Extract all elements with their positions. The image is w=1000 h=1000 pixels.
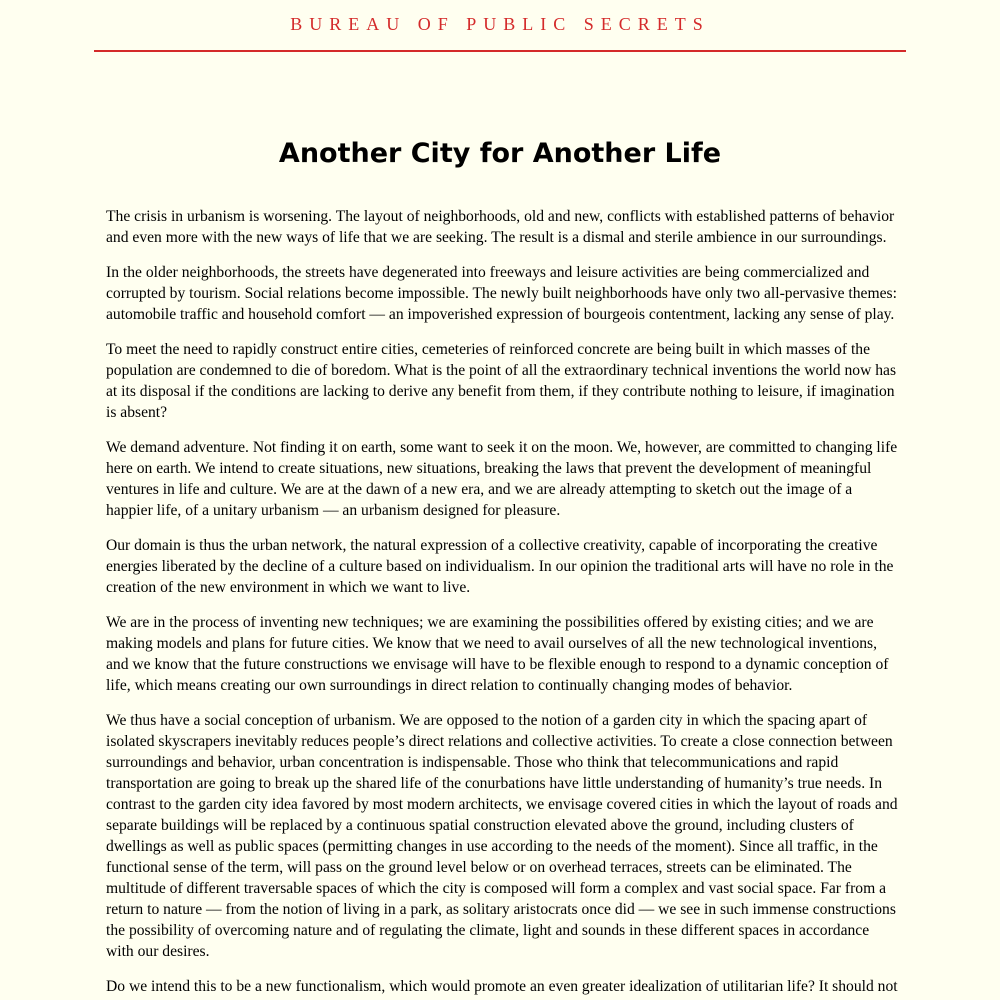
page-title: Another City for Another Life	[278, 138, 722, 169]
article-paragraph: The crisis in urbanism is worsening. The layout of neighborhoods, old and new, conflicts with established patterns of behavior and even more with the new ways of life that we are seeking. The result is a dismal and sterile ambience in our surroundings.	[106, 208, 895, 246]
article-paragraph: Do we intend this to be a new functionalism, which would promote an even greater idealization of utilitarian life? It should not	[106, 978, 898, 995]
site-header	[94, 0, 906, 52]
article-paragraph: We are in the process of inventing new techniques; we are examining the possibilities offered by existing cities; and we are making models and plans for future cities. We know that we need to avail ourselves of all the new technological inventions, and we know that the future constructions we envisage will have to be flexible enough to respond to a dynamic conception of life, which means creating our own surroundings in direct relation to continually changing modes of behavior.	[106, 614, 889, 694]
article-paragraph: We thus have a social conception of urbanism. We are opposed to the notion of a garden city in which the spacing apart of isolated skyscrapers inevitably reduces people’s direct relations and collective activities. To create a close connection between surroundings and behavior, urban concentration is indispensable. Those who think that telecommunications and rapid transportation are going to break up the shared life of the conurbations have little understanding of humanity’s true needs. In contrast to the garden city idea favored by most modern architects, we envisage covered cities in which the layout of roads and separate buildings will be replaced by a continuous spatial construction elevated above the ground, including clusters of dwellings as well as public spaces (permitting changes in use according to the needs of the moment). Since all traffic, in the functional sense of the term, will pass on the ground level below or on overhead terraces, streets can be eliminated. The multitude of different traversable spaces of which the city is composed will form a complex and vast social space. Far from a return to nature — from the notion of living in a park, as solitary aristocrats once did — we see in such immense constructions the possibility of overcoming nature and of regulating the climate, light and sounds in these different spaces in accordance with our desires.	[106, 712, 898, 960]
article-paragraph: We demand adventure. Not finding it on earth, some want to seek it on the moon. We, however, are committed to changing life here on earth. We intend to create situations, new situations, breaking the laws that prevent the development of meaningful ventures in life and culture. We are at the dawn of a new era, and we are already attempting to sketch out the image of a happier life, of a unitary urbanism — an urbanism designed for pleasure.	[106, 439, 898, 519]
article-paragraph: To meet the need to rapidly construct entire cities, cemeteries of reinforced concrete are being built in which masses of the population are condemned to die of boredom. What is the point of all the extraordinary technical inventions the world now has at its disposal if the conditions are lacking to derive any benefit from them, if they contribute nothing to leisure, if imagination is absent?	[106, 341, 897, 421]
site-name-link[interactable]: BUREAU OF PUBLIC SECRETS	[290, 14, 710, 34]
article-paragraph: Our domain is thus the urban network, the natural expression of a collective creativity, capable of incorporating the creative energies liberated by the decline of a culture based on individualism. In our opinion the traditional arts will have no role in the creation of the new environment in which we want to live.	[106, 537, 894, 596]
article-body	[106, 206, 898, 1000]
article-paragraph: In the older neighborhoods, the streets have degenerated into freeways and leisure activities are being commercialized and corrupted by tourism. Social relations become impossible. The newly built neighborhoods have only two all-pervasive themes: automobile traffic and household comfort — an impoverished expression of bourgeois contentment, lacking any sense of play.	[106, 264, 897, 323]
